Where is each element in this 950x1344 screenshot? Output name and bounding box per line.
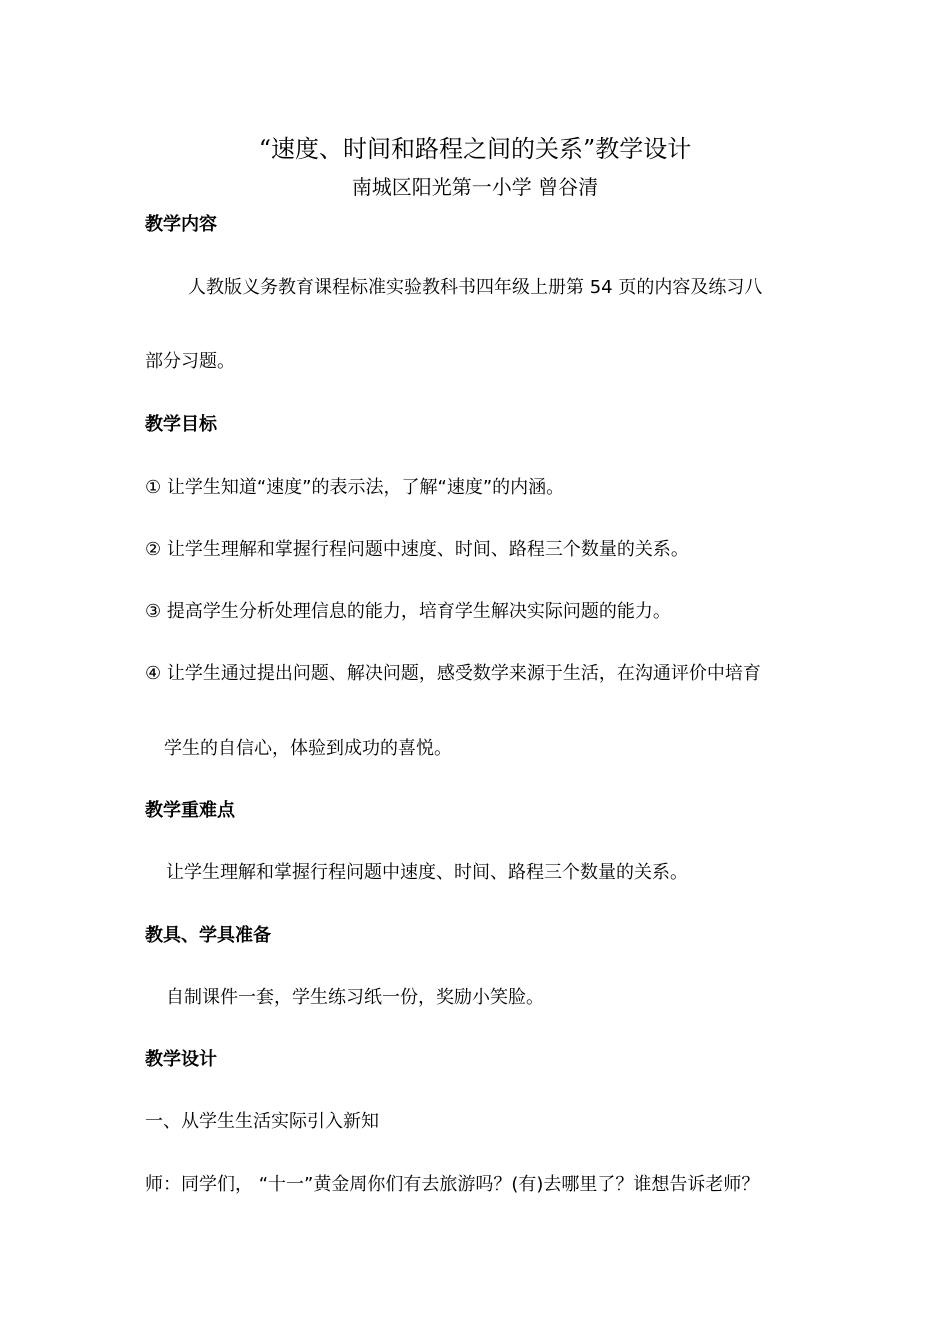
content-text-line-2: 部分习题。 bbox=[145, 351, 235, 372]
document-subtitle: 南城区阳光第一小学 曾谷清 bbox=[351, 175, 599, 199]
goal-item-2: ② 让学生理解和掌握行程问题中速度、时间、路程三个数量的关系。 bbox=[145, 539, 689, 560]
section-heading-materials: 教具、学具准备 bbox=[145, 925, 271, 946]
design-dialogue-1: 师：同学们， “十一”黄金周你们有去旅游吗？(有)去哪里了？谁想告诉老师？ bbox=[145, 1174, 760, 1195]
key-points-text: 让学生理解和掌握行程问题中速度、时间、路程三个数量的关系。 bbox=[166, 862, 688, 883]
document-title: “速度、时间和路程之间的关系”教学设计 bbox=[258, 135, 692, 163]
design-step-1: 一、从学生生活实际引入新知 bbox=[145, 1111, 379, 1132]
materials-text: 自制课件一套，学生练习纸一份，奖励小笑脸。 bbox=[166, 987, 544, 1008]
section-heading-key-points: 教学重难点 bbox=[145, 800, 235, 821]
section-heading-content: 教学内容 bbox=[145, 214, 217, 235]
section-heading-goals: 教学目标 bbox=[145, 414, 217, 435]
goal-item-4-line-2: 学生的自信心，体验到成功的喜悦。 bbox=[164, 738, 452, 759]
goal-item-3: ③ 提高学生分析处理信息的能力，培育学生解决实际问题的能力。 bbox=[145, 601, 671, 622]
section-heading-design: 教学设计 bbox=[145, 1049, 217, 1070]
goal-item-1: ① 让学生知道“速度”的表示法，了解“速度”的内涵。 bbox=[145, 477, 565, 498]
goal-item-4-line-1: ④ 让学生通过提出问题、解决问题，感受数学来源于生活，在沟通评价中培育 bbox=[145, 663, 761, 684]
content-text-line-1: 人教版义务教育课程标准实验教科书四年级上册第 54 页的内容及练习八 bbox=[188, 277, 763, 298]
